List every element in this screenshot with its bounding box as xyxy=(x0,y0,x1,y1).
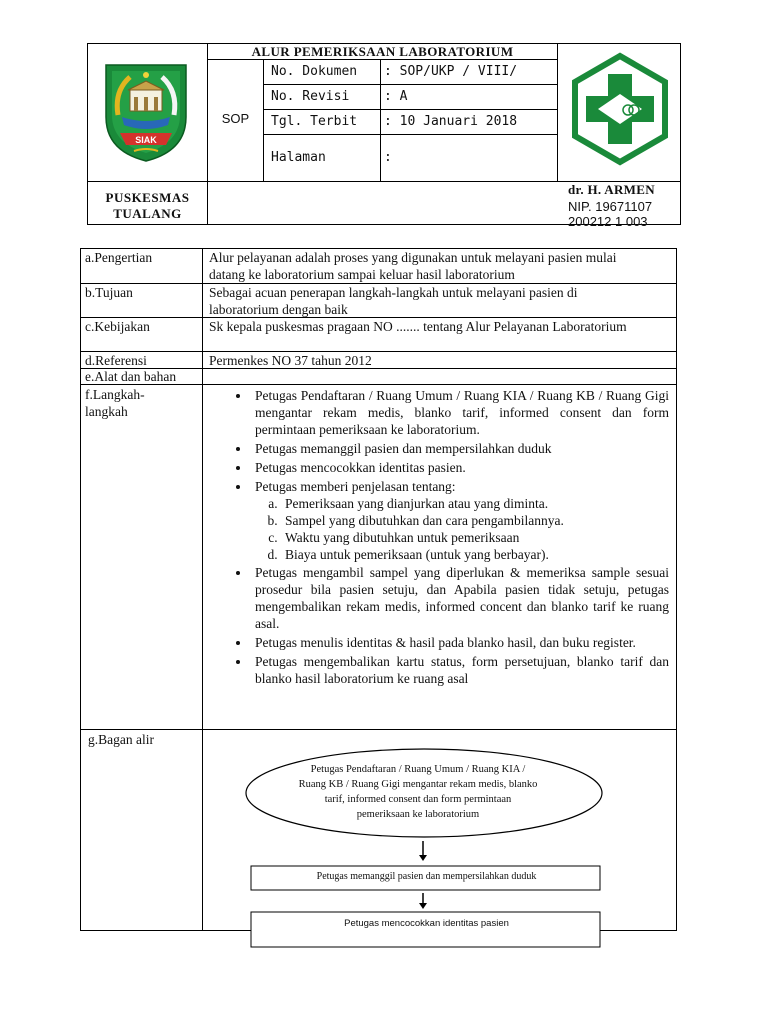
label-langkah: f.Langkah-langkah xyxy=(85,387,145,419)
steps-container xyxy=(229,387,669,689)
sub-item: d. Biaya untuk pemeriksaan (untuk yang berbayar). xyxy=(281,546,669,563)
step-item: • Petugas mengembalikan kartu status, form persetujuan, blanko tarif dan blanko hasil laboratorium ke ruang asal xyxy=(251,653,669,687)
flow-arrowhead-2 xyxy=(419,903,427,909)
step-item: • Petugas mencocokkan identitas pasien. xyxy=(251,459,669,476)
step-item-text: Petugas memberi penjelasan tentang: xyxy=(255,479,456,494)
sub-item: a. Pemeriksaan yang dianjurkan atau yang diminta. xyxy=(281,495,669,512)
row-label-no-dokumen: No. Dokumen xyxy=(271,64,358,79)
step-item-with-sub xyxy=(251,478,669,563)
signatory-nip-1: NIP. 19671107 xyxy=(568,199,653,214)
flow-step-1-text: Petugas Pendaftaran / Ruang Umum / Ruang KIA / Ruang KB / Ruang Gigi mengantar rekam medis, blanko tarif, informed consent dan form permintaan pemeriksaan ke laboratorium xyxy=(298,764,538,820)
document-title: ALUR PEMERIKSAAN LABORATORIUM xyxy=(251,44,514,59)
label-alat: e.Alat dan bahan xyxy=(85,369,177,384)
label-pengertian: a.Pengertian xyxy=(85,250,153,265)
signatory-name: dr. H. ARMEN xyxy=(568,182,655,197)
flow-step-2-text: Petugas memanggil pasien dan mempersilahkan duduk xyxy=(316,871,537,882)
flow-arrowhead-1 xyxy=(419,855,427,861)
row-value-no-revisi: : A xyxy=(384,89,408,104)
svg-text:SIAK: SIAK xyxy=(135,135,157,145)
text-kebijakan: Sk kepala puskesmas pragaan NO ....... tentang Alur Pelayanan Laboratorium xyxy=(209,319,627,334)
signatory-nip-2: 200212 1 003 xyxy=(568,214,648,229)
step-item: • Petugas menulis identitas & hasil pada blanko hasil, dan buku register. xyxy=(251,634,669,651)
step-item: • Petugas memanggil pasien dan mempersilahkan duduk xyxy=(251,440,669,457)
label-bagan: g.Bagan alir xyxy=(88,732,154,747)
text-tujuan: Sebagai acuan penerapan langkah-langkah untuk melayani pasien di laboratorium dengan baik xyxy=(209,285,578,317)
sub-list xyxy=(255,495,669,563)
step-item: • Petugas mengambil sampel yang diperlukan & memeriksa sample sesuai prosedur bila pasien setuju, dan Apabila pasien tidak setuju, petugas mengembalikan rekam medis, informed concent dan blanko tarif ke ruang asal. xyxy=(251,564,669,632)
sub-item: b. Sampel yang dibutuhkan dan cara pengambilannya. xyxy=(281,512,669,529)
row-value-tgl-terbit: : 10 Januari 2018 xyxy=(384,114,518,129)
label-referensi: d.Referensi xyxy=(85,353,147,368)
sub-item: c. Waktu yang dibutuhkan untuk pemeriksaan xyxy=(281,529,669,546)
row-label-no-revisi: No. Revisi xyxy=(271,89,350,104)
row-value-no-dokumen: : SOP/UKP / VIII/ xyxy=(384,64,518,79)
flow-step-3-text: Petugas mencocokkan identitas pasien xyxy=(344,918,509,929)
puskesmas-logo xyxy=(570,52,670,167)
sop-label: SOP xyxy=(221,111,250,126)
row-label-tgl-terbit: Tgl. Terbit xyxy=(271,114,358,129)
row-value-halaman: : xyxy=(384,150,392,165)
text-pengertian: Alur pelayanan adalah proses yang digunakan untuk melayani pasien mulai datang ke laboratorium sampai keluar hasil laboratorium xyxy=(209,250,617,282)
institution-name: PUSKESMAS TUALANG xyxy=(105,190,190,221)
siak-regency-logo xyxy=(100,55,192,165)
steps-list xyxy=(229,387,669,687)
label-tujuan: b.Tujuan xyxy=(85,285,133,300)
text-referensi: Permenkes NO 37 tahun 2012 xyxy=(209,353,372,368)
step-item: • Petugas Pendaftaran / Ruang Umum / Ruang KIA / Ruang KB / Ruang Gigi mengantar rekam medis, blanko tarif, informed consent dan form permintaan pemeriksaan ke laboratorium. xyxy=(251,387,669,438)
row-label-halaman: Halaman xyxy=(271,150,326,165)
label-kebijakan: c.Kebijakan xyxy=(85,319,150,334)
